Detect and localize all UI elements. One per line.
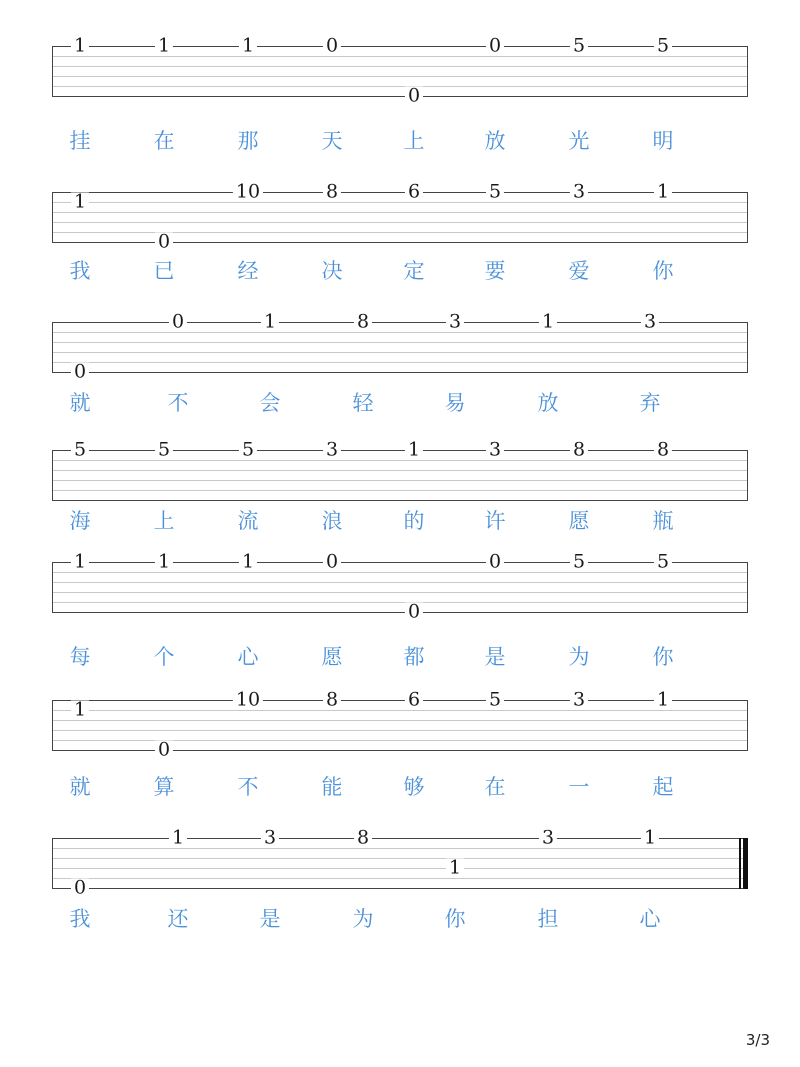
fret-number: 0 [405,603,423,622]
lyric-syllable: 流 [237,509,259,533]
fret-number: 1 [239,553,257,572]
staff-line [52,480,748,481]
fret-number: 6 [405,691,423,710]
fret-number: 0 [323,37,341,56]
staff-line [52,212,748,213]
fret-number: 1 [654,691,672,710]
barline-right [747,700,748,751]
fret-number: 5 [71,441,89,460]
tab-staff [52,180,748,253]
barline-right [747,562,748,613]
tab-system [52,438,748,504]
tab-system [52,688,748,761]
lyric-syllable: 要 [484,259,506,283]
fret-number: 1 [71,193,89,212]
lyric-syllable: 瓶 [652,509,674,533]
lyric-syllable: 爱 [568,259,590,283]
lyric-syllable: 轻 [352,391,374,415]
lyric-syllable: 不 [167,391,189,415]
tab-staff [52,550,748,623]
fret-number: 1 [239,37,257,56]
fret-number: 8 [323,183,341,202]
tab-system [52,180,748,253]
tab-system [52,310,748,383]
lyric-syllable: 明 [652,129,674,153]
lyric-syllable: 浪 [321,509,343,533]
lyric-syllable: 我 [69,259,91,283]
fret-number: 5 [239,441,257,460]
fret-number: 0 [71,363,89,382]
staff-line [52,868,748,869]
lyric-syllable: 为 [568,645,590,669]
barline-left [52,562,53,613]
fret-number: 1 [539,313,557,332]
lyric-syllable: 光 [568,129,590,153]
staff-line [52,592,748,593]
final-barline-thin [739,838,741,889]
lyric-line [52,644,748,674]
barline-left [52,46,53,97]
fret-number: 0 [155,233,173,252]
staff-line [52,730,748,731]
lyric-syllable: 在 [484,775,506,799]
lyric-syllable: 起 [652,775,674,799]
fret-number: 0 [71,879,89,898]
fret-number: 1 [446,859,464,878]
fret-number: 5 [570,553,588,572]
lyric-syllable: 在 [153,129,175,153]
lyric-line [52,906,748,936]
lyric-syllable: 会 [259,391,281,415]
lyric-line [52,508,748,538]
lyric-syllable: 担 [537,907,559,931]
tab-staff [52,826,748,899]
lyric-syllable: 你 [652,645,674,669]
barline-right [747,46,748,97]
lyric-line [52,258,748,288]
staff-line [52,470,748,471]
lyric-syllable: 挂 [69,129,91,153]
lyric-syllable: 愿 [321,645,343,669]
fret-number: 1 [405,441,423,460]
fret-number: 0 [486,37,504,56]
fret-number: 0 [155,741,173,760]
staff-line [52,86,748,87]
staff-line [52,572,748,573]
lyric-syllable: 心 [639,907,661,931]
page-number: 3/3 [745,1031,770,1049]
tab-staff [52,438,748,504]
lyric-syllable: 每 [69,645,91,669]
lyric-syllable: 能 [321,775,343,799]
lyric-syllable: 算 [153,775,175,799]
fret-number: 5 [570,37,588,56]
lyric-line [52,128,748,158]
fret-number: 10 [233,183,263,202]
staff-line [52,858,748,859]
lyric-syllable: 你 [652,259,674,283]
fret-number: 3 [261,829,279,848]
barline-left [52,450,53,501]
lyric-syllable: 那 [237,129,259,153]
fret-number: 5 [486,691,504,710]
lyric-syllable: 是 [484,645,506,669]
fret-number: 3 [486,441,504,460]
fret-number: 3 [641,313,659,332]
staff-line [52,56,748,57]
lyric-syllable: 够 [403,775,425,799]
lyric-syllable: 上 [153,509,175,533]
tab-staff [52,688,748,761]
fret-number: 0 [486,553,504,572]
fret-number: 3 [539,829,557,848]
lyric-syllable: 放 [484,129,506,153]
lyric-syllable: 个 [153,645,175,669]
tab-system [52,550,748,623]
lyric-syllable: 易 [444,391,466,415]
lyric-syllable: 一 [568,775,590,799]
lyric-syllable: 放 [537,391,559,415]
fret-number: 10 [233,691,263,710]
staff-line [52,66,748,67]
staff-line [52,352,748,353]
fret-number: 3 [570,183,588,202]
lyric-syllable: 许 [484,509,506,533]
staff-line [52,700,748,701]
lyric-syllable: 是 [259,907,281,931]
fret-number: 5 [486,183,504,202]
lyric-syllable: 就 [69,775,91,799]
barline-left [52,192,53,243]
barline-left [52,838,53,889]
tab-system [52,826,748,899]
fret-number: 1 [169,829,187,848]
fret-number: 3 [323,441,341,460]
lyric-syllable: 海 [69,509,91,533]
fret-number: 6 [405,183,423,202]
staff-line [52,222,748,223]
fret-number: 1 [71,553,89,572]
lyric-line [52,390,748,420]
staff-line [52,490,748,491]
fret-number: 1 [261,313,279,332]
staff-line [52,202,748,203]
fret-number: 1 [641,829,659,848]
staff-line [52,500,748,501]
tab-staff [52,34,748,107]
lyric-syllable: 为 [352,907,374,931]
lyric-syllable: 你 [444,907,466,931]
lyric-syllable: 不 [237,775,259,799]
fret-number: 0 [323,553,341,572]
lyric-syllable: 天 [321,129,343,153]
staff-line [52,76,748,77]
lyric-syllable: 决 [321,259,343,283]
barline-right [747,450,748,501]
fret-number: 1 [71,701,89,720]
lyric-syllable: 我 [69,907,91,931]
tab-staff [52,310,748,383]
staff-line [52,362,748,363]
staff-line [52,878,748,879]
lyric-syllable: 还 [167,907,189,931]
lyric-syllable: 愿 [568,509,590,533]
lyric-syllable: 上 [403,129,425,153]
fret-number: 1 [654,183,672,202]
fret-number: 5 [654,37,672,56]
fret-number: 0 [169,313,187,332]
fret-number: 8 [654,441,672,460]
fret-number: 8 [323,691,341,710]
staff-line [52,460,748,461]
fret-number: 5 [155,441,173,460]
fret-number: 1 [71,37,89,56]
fret-number: 8 [354,829,372,848]
staff-line [52,582,748,583]
lyric-syllable: 经 [237,259,259,283]
lyric-syllable: 的 [403,509,425,533]
staff-line [52,720,748,721]
fret-number: 0 [405,87,423,106]
fret-number: 5 [654,553,672,572]
staff-line [52,602,748,603]
fret-number: 1 [155,37,173,56]
staff-line [52,888,748,889]
staff-line [52,96,748,97]
lyric-line [52,774,748,804]
staff-line [52,372,748,373]
fret-number: 3 [570,691,588,710]
barline-right [747,192,748,243]
staff-line [52,192,748,193]
fret-number: 8 [570,441,588,460]
fret-number: 3 [446,313,464,332]
fret-number: 8 [354,313,372,332]
tab-system [52,34,748,107]
lyric-syllable: 已 [153,259,175,283]
barline-left [52,700,53,751]
lyric-syllable: 都 [403,645,425,669]
staff-line [52,710,748,711]
lyric-syllable: 定 [403,259,425,283]
barline-right [747,322,748,373]
lyric-syllable: 心 [237,645,259,669]
barline-left [52,322,53,373]
final-barline-thick [743,838,748,889]
fret-number: 1 [155,553,173,572]
staff-line [52,612,748,613]
lyric-syllable: 就 [69,391,91,415]
staff-line [52,342,748,343]
lyric-syllable: 弃 [639,391,661,415]
